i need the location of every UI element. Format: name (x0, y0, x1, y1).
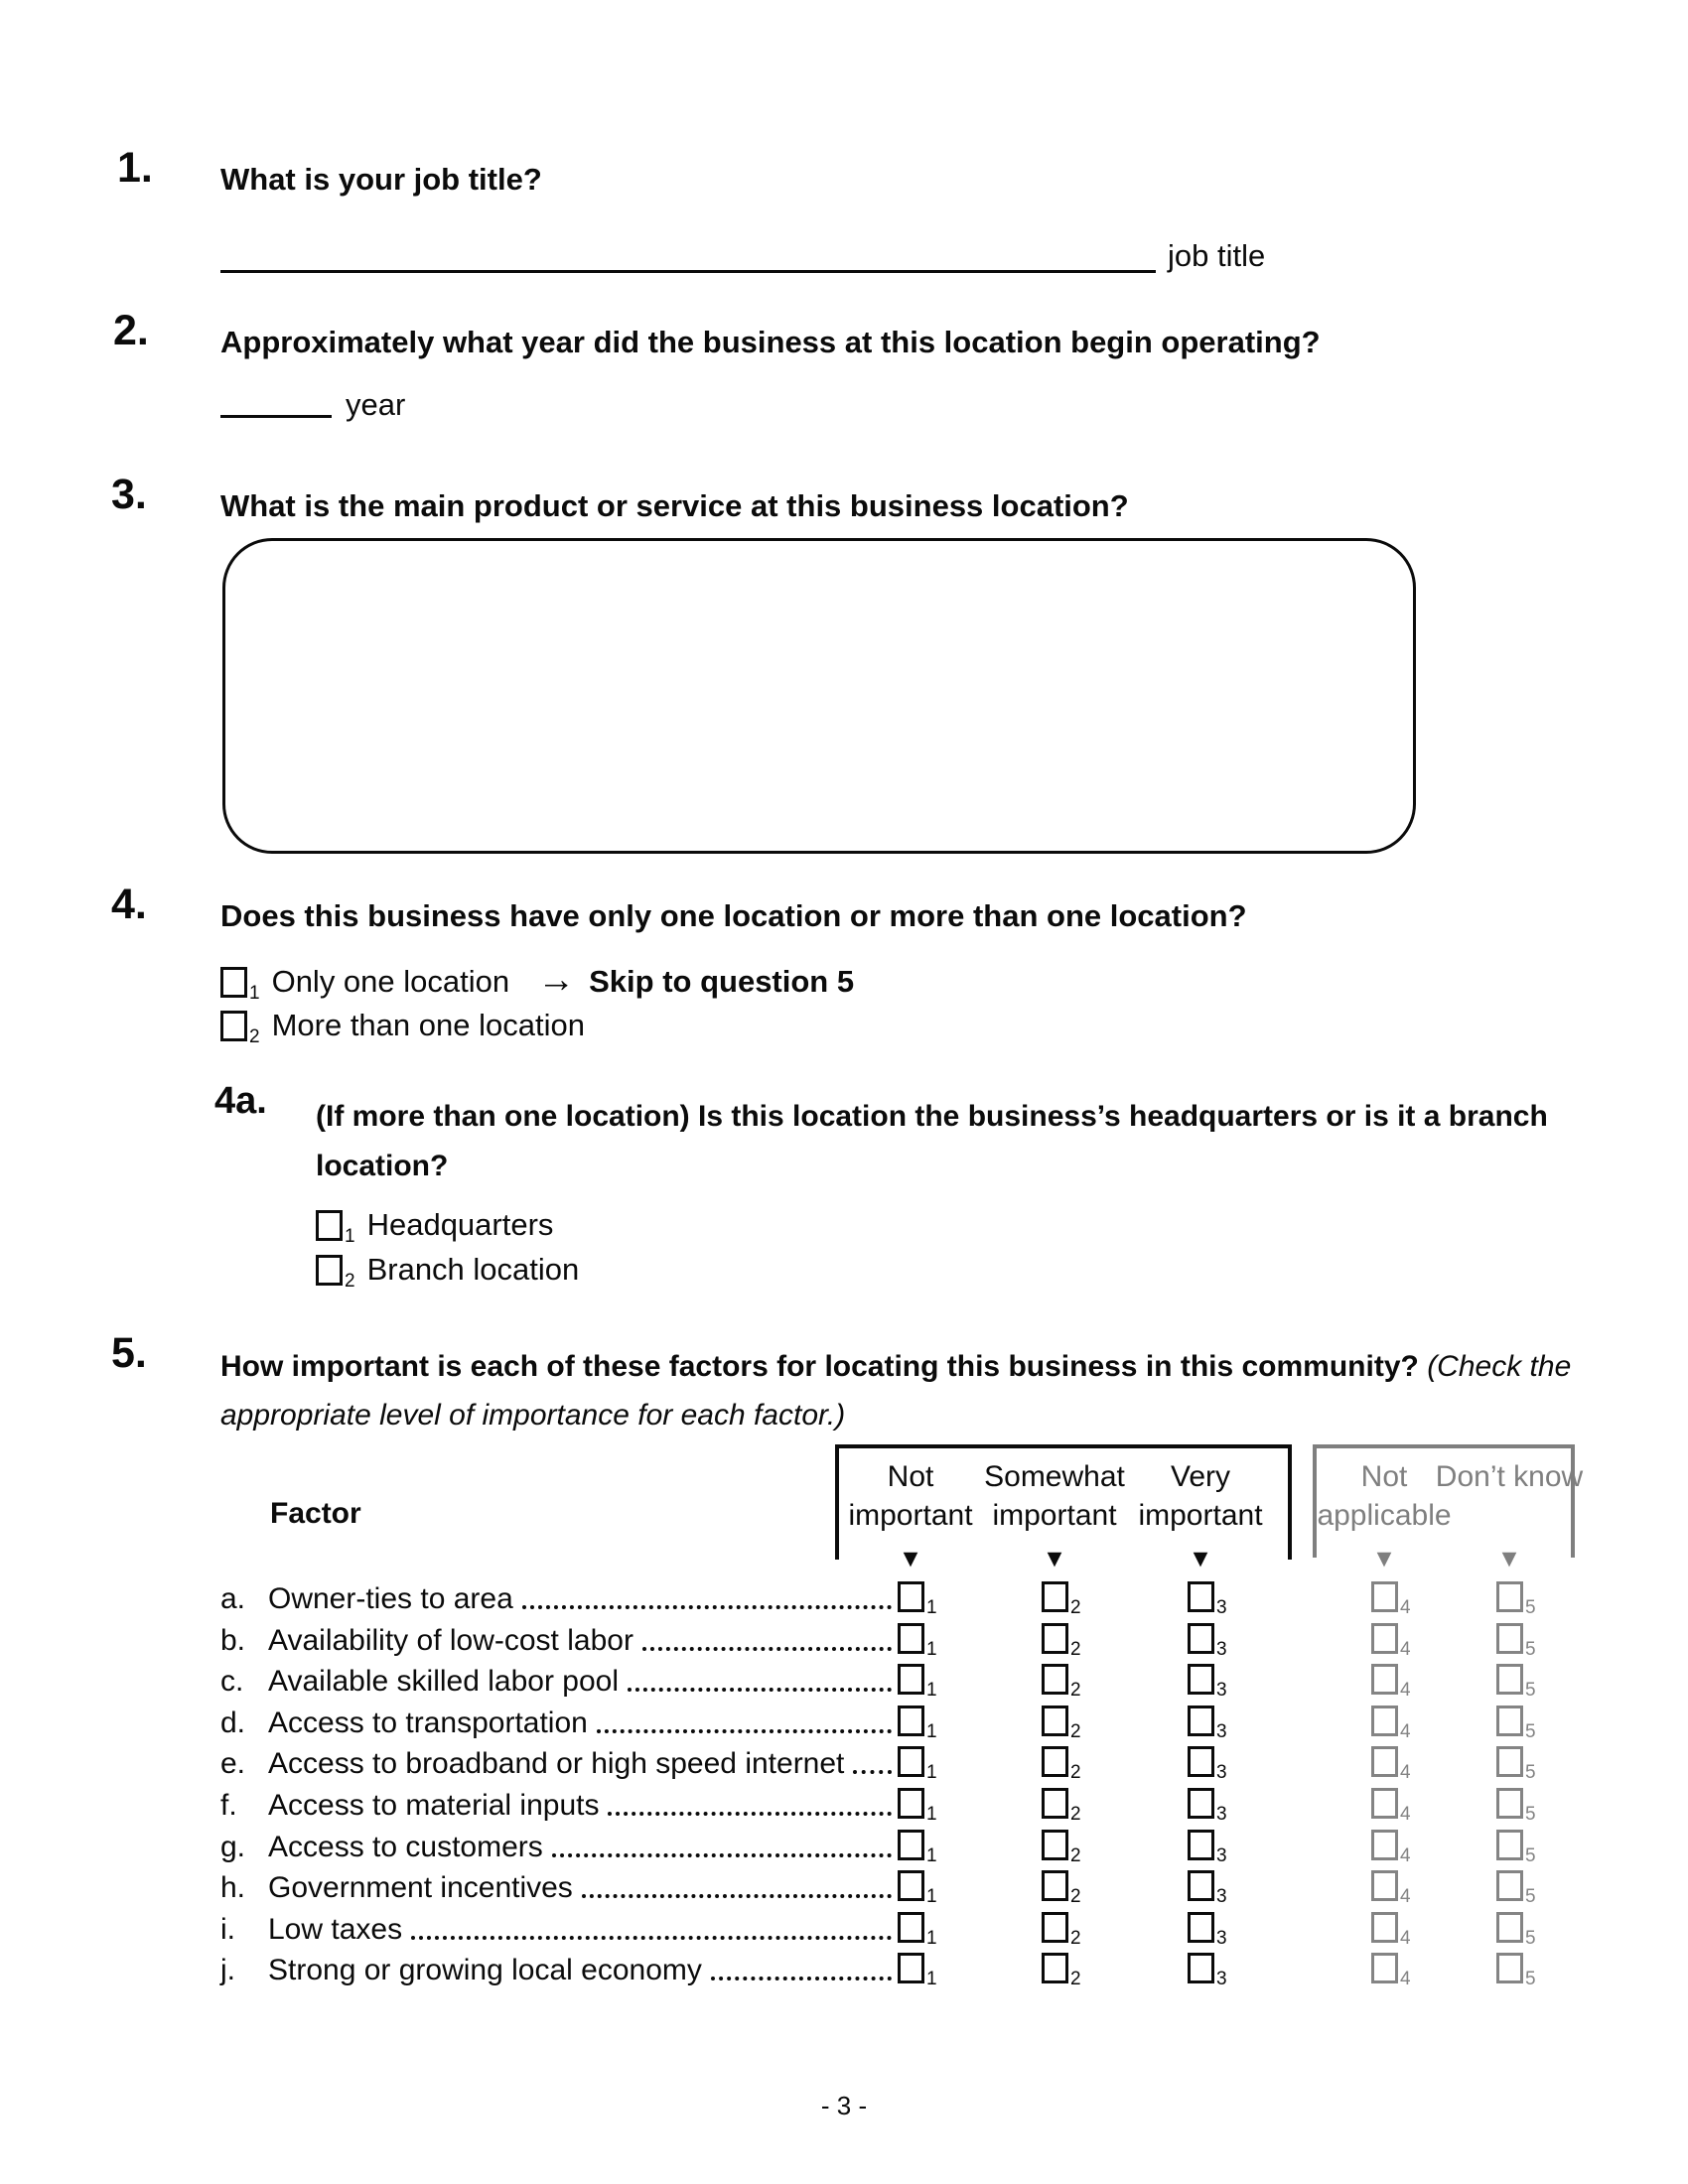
checkbox-square (1188, 1664, 1214, 1695)
checkbox-square (1371, 1912, 1398, 1943)
factor-row-i (220, 1908, 1551, 1950)
checkbox-square (1371, 1746, 1398, 1777)
factor-label: Owner-ties to area (268, 1582, 513, 1615)
checkbox-subscript: 3 (1216, 1969, 1227, 1990)
checkbox-square (1042, 1746, 1068, 1777)
factor-e-checkbox-3[interactable] (1188, 1746, 1227, 1784)
column-pointer-icon: ▼ (1496, 1545, 1522, 1572)
factor-cell (268, 1954, 896, 1987)
checkbox-square (316, 1210, 343, 1241)
checkbox-subscript: 1 (926, 1720, 937, 1742)
q4-more-than-one-location-checkbox[interactable] (220, 1011, 260, 1047)
factor-j-checkbox-3[interactable] (1188, 1953, 1227, 1990)
q4a-headquarters-checkbox[interactable] (316, 1210, 355, 1247)
checkbox-square (1371, 1664, 1398, 1695)
checkbox-square (1042, 1623, 1068, 1654)
checkbox-square (1042, 1581, 1068, 1612)
checkbox-square (1496, 1912, 1523, 1943)
factor-label: Availability of low-cost labor (268, 1623, 633, 1657)
factor-d-checkbox-4[interactable] (1371, 1706, 1411, 1742)
checkbox-square (220, 1011, 247, 1041)
factor-letter: d. (220, 1706, 246, 1739)
checkbox-square (1371, 1706, 1398, 1736)
factor-label: Access to material inputs (268, 1788, 600, 1822)
checkbox-subscript: 2 (1070, 1597, 1081, 1618)
factor-j-checkbox-2[interactable] (1042, 1953, 1081, 1990)
checkbox-subscript: 1 (926, 1638, 937, 1660)
checkbox-subscript: 4 (1400, 1803, 1411, 1825)
factor-j-checkbox-5[interactable] (1496, 1953, 1536, 1990)
factor-cell (268, 1706, 896, 1740)
option-label: Only one location (271, 964, 510, 999)
factor-b-checkbox-4[interactable] (1371, 1623, 1411, 1660)
q3-number: 3. (111, 471, 147, 518)
factor-letter: c. (220, 1665, 244, 1699)
q4a-number: 4a. (214, 1080, 267, 1122)
factor-g-checkbox-4[interactable] (1371, 1830, 1411, 1866)
factor-letter: a. (220, 1582, 246, 1615)
factor-label: Government incentives (268, 1871, 573, 1905)
extra-header-box (1313, 1444, 1584, 1558)
factor-h-checkbox-1[interactable] (898, 1870, 937, 1908)
checkbox-subscript: 2 (345, 1270, 355, 1292)
factor-cell (268, 1747, 896, 1781)
checkbox-square (1042, 1830, 1068, 1860)
q2-text: Approximately what year did the business at this location begin operating? (220, 325, 1321, 359)
checkbox-square (1188, 1623, 1214, 1654)
q1-text: What is your job title? (220, 162, 542, 197)
factor-row-d (220, 1702, 1551, 1743)
checkbox-square (1042, 1788, 1068, 1819)
factor-c-checkbox-3[interactable] (1188, 1664, 1227, 1702)
factor-letter: j. (220, 1954, 235, 1987)
checkbox-subscript: 1 (345, 1225, 355, 1247)
checkbox-square (898, 1912, 924, 1943)
q1-number: 1. (117, 144, 153, 192)
checkbox-subscript: 2 (1070, 1886, 1081, 1908)
checkbox-subscript: 1 (926, 1762, 937, 1784)
checkbox-square (1371, 1870, 1398, 1901)
factor-cell (268, 1789, 896, 1823)
header-very-important: Very important (1138, 1460, 1263, 1532)
factor-b-checkbox-2[interactable] (1042, 1623, 1081, 1660)
checkbox-subscript: 1 (926, 1597, 937, 1618)
factor-j-checkbox-4[interactable] (1371, 1953, 1411, 1990)
column-pointer-icon: ▼ (1188, 1545, 1213, 1572)
factor-row-j (220, 1949, 1551, 1990)
checkbox-square (1496, 1664, 1523, 1695)
q5-text (220, 1342, 1680, 1439)
checkbox-square (1042, 1870, 1068, 1901)
dotted-leader (597, 1729, 892, 1733)
q3-response-box[interactable] (222, 538, 1416, 854)
checkbox-subscript: 3 (1216, 1638, 1227, 1660)
checkbox-subscript: 2 (1070, 1720, 1081, 1742)
q5-question-text: How important is each of these factors for locating this business in this community? (220, 1350, 1419, 1383)
checkbox-subscript: 5 (1525, 1844, 1536, 1866)
checkbox-square (898, 1664, 924, 1695)
factor-b-checkbox-5[interactable] (1496, 1623, 1536, 1660)
checkbox-subscript: 5 (1525, 1720, 1536, 1742)
factor-cell (268, 1665, 896, 1699)
factor-a-checkbox-4[interactable] (1371, 1581, 1411, 1618)
checkbox-square (1188, 1830, 1214, 1860)
checkbox-square (898, 1746, 924, 1777)
factor-row-a (220, 1577, 1551, 1619)
checkbox-square (1188, 1788, 1214, 1819)
checkbox-square (1496, 1623, 1523, 1654)
factor-row-b (220, 1619, 1551, 1661)
factor-d-checkbox-2[interactable] (1042, 1706, 1081, 1742)
checkbox-square (1188, 1746, 1214, 1777)
checkbox-subscript: 1 (926, 1969, 937, 1990)
factor-cell (268, 1624, 896, 1658)
dotted-leader (642, 1647, 892, 1651)
checkbox-subscript: 4 (1400, 1844, 1411, 1866)
checkbox-subscript: 2 (1070, 1638, 1081, 1660)
checkbox-subscript: 3 (1216, 1597, 1227, 1618)
factor-e-checkbox-1[interactable] (898, 1746, 937, 1784)
header-somewhat-important: Somewhat important (984, 1460, 1125, 1532)
checkbox-subscript: 4 (1400, 1886, 1411, 1908)
checkbox-subscript: 5 (1525, 1680, 1536, 1702)
option-label: Headquarters (366, 1207, 554, 1242)
factor-column-header: Factor (270, 1497, 361, 1530)
checkbox-square (1496, 1830, 1523, 1860)
factor-label: Available skilled labor pool (268, 1665, 619, 1699)
checkbox-square (1188, 1953, 1214, 1983)
importance-header-box (835, 1444, 1292, 1560)
factor-f-checkbox-5[interactable] (1496, 1788, 1536, 1825)
checkbox-square (1188, 1706, 1214, 1736)
skip-arrow-icon: → (537, 959, 576, 1001)
factor-g-checkbox-2[interactable] (1042, 1830, 1081, 1866)
factor-f-checkbox-2[interactable] (1042, 1788, 1081, 1825)
checkbox-subscript: 3 (1216, 1803, 1227, 1825)
q3-text: What is the main product or service at this business location? (220, 488, 1129, 523)
factor-h-checkbox-2[interactable] (1042, 1870, 1081, 1908)
factor-letter: e. (220, 1747, 246, 1781)
checkbox-subscript: 2 (1070, 1680, 1081, 1702)
header-not-applicable: Not applicable (1317, 1460, 1452, 1532)
checkbox-subscript: 3 (1216, 1886, 1227, 1908)
q4a-option-headquarters (316, 1207, 554, 1247)
checkbox-subscript: 2 (1070, 1762, 1081, 1784)
checkbox-subscript: 1 (249, 982, 260, 1004)
factor-cell (268, 1871, 896, 1905)
checkbox-subscript: 2 (1070, 1803, 1081, 1825)
q4a-text: (If more than one location) Is this location the business’s headquarters or is it a branch location? (316, 1100, 1548, 1182)
checkbox-square (1371, 1581, 1398, 1612)
factor-c-checkbox-4[interactable] (1371, 1664, 1411, 1702)
q2-number: 2. (113, 307, 149, 354)
checkbox-square (220, 967, 247, 998)
q4-option-more-than-one-location (220, 1008, 585, 1047)
factor-row-f (220, 1784, 1551, 1826)
page-number: - 3 - (820, 2091, 868, 2120)
checkbox-square (1496, 1581, 1523, 1612)
q4-option-only-one-location (220, 959, 855, 1004)
year-blank[interactable] (220, 385, 332, 418)
checkbox-subscript: 2 (1070, 1844, 1081, 1866)
q5-number: 5. (111, 1329, 147, 1377)
factor-label: Low taxes (268, 1912, 403, 1946)
factor-a-checkbox-1[interactable] (898, 1581, 937, 1618)
factor-g-checkbox-3[interactable] (1188, 1830, 1227, 1866)
factor-i-checkbox-5[interactable] (1496, 1912, 1536, 1949)
factor-g-checkbox-5[interactable] (1496, 1830, 1536, 1866)
checkbox-square (1042, 1664, 1068, 1695)
factor-table-rows (220, 1577, 1551, 1990)
checkbox-subscript: 3 (1216, 1844, 1227, 1866)
checkbox-square (1188, 1581, 1214, 1612)
checkbox-square (898, 1581, 924, 1612)
factor-letter: g. (220, 1830, 246, 1863)
option-label: More than one location (271, 1008, 585, 1042)
factor-b-checkbox-3[interactable] (1188, 1623, 1227, 1660)
factor-a-checkbox-2[interactable] (1042, 1581, 1081, 1618)
checkbox-subscript: 2 (1070, 1969, 1081, 1990)
checkbox-subscript: 4 (1400, 1597, 1411, 1618)
factor-d-checkbox-5[interactable] (1496, 1706, 1536, 1742)
factor-i-checkbox-3[interactable] (1188, 1912, 1227, 1949)
checkbox-subscript: 5 (1525, 1803, 1536, 1825)
checkbox-square (1496, 1953, 1523, 1983)
checkbox-square (898, 1953, 924, 1983)
factor-e-checkbox-4[interactable] (1371, 1746, 1411, 1784)
factor-letter: i. (220, 1912, 235, 1946)
checkbox-square (1496, 1746, 1523, 1777)
dotted-leader (552, 1853, 892, 1857)
factor-cell (268, 1831, 896, 1864)
checkbox-square (1042, 1706, 1068, 1736)
factor-d-checkbox-1[interactable] (898, 1706, 937, 1742)
dotted-leader (628, 1688, 892, 1692)
factor-a-checkbox-3[interactable] (1188, 1581, 1227, 1618)
checkbox-square (316, 1255, 343, 1286)
header-dont-know: Don’t know (1435, 1460, 1584, 1493)
checkbox-square (1371, 1830, 1398, 1860)
checkbox-subscript: 5 (1525, 1927, 1536, 1949)
dotted-leader (711, 1977, 892, 1980)
factor-row-h (220, 1866, 1551, 1908)
checkbox-subscript: 5 (1525, 1762, 1536, 1784)
factor-letter: h. (220, 1871, 246, 1905)
factor-row-c (220, 1660, 1551, 1702)
checkbox-subscript: 4 (1400, 1762, 1411, 1784)
checkbox-subscript: 4 (1400, 1720, 1411, 1742)
column-pointer-icon: ▼ (1371, 1545, 1397, 1572)
dotted-leader (522, 1605, 892, 1609)
checkbox-subscript: 3 (1216, 1680, 1227, 1702)
factor-g-checkbox-1[interactable] (898, 1830, 937, 1866)
factor-e-checkbox-2[interactable] (1042, 1746, 1081, 1784)
factor-row-e (220, 1742, 1551, 1784)
checkbox-subscript: 5 (1525, 1638, 1536, 1660)
dotted-leader (853, 1770, 892, 1774)
checkbox-subscript: 3 (1216, 1762, 1227, 1784)
skip-note: Skip to question 5 (589, 964, 855, 999)
factor-i-checkbox-2[interactable] (1042, 1912, 1081, 1949)
factor-h-checkbox-5[interactable] (1496, 1870, 1536, 1908)
factor-a-checkbox-5[interactable] (1496, 1581, 1536, 1618)
job-title-blank[interactable] (220, 238, 1156, 273)
checkbox-square (898, 1830, 924, 1860)
factor-h-checkbox-4[interactable] (1371, 1870, 1411, 1908)
checkbox-square (898, 1623, 924, 1654)
checkbox-square (1371, 1788, 1398, 1819)
checkbox-square (898, 1788, 924, 1819)
factor-d-checkbox-3[interactable] (1188, 1706, 1227, 1742)
factor-label: Strong or growing local economy (268, 1954, 702, 1987)
factor-h-checkbox-3[interactable] (1188, 1870, 1227, 1908)
checkbox-subscript: 4 (1400, 1927, 1411, 1949)
checkbox-square (1371, 1953, 1398, 1983)
q4-text: Does this business have only one location or more than one location? (220, 898, 1247, 933)
factor-e-checkbox-5[interactable] (1496, 1746, 1536, 1784)
q5-instruction: (Check the appropriate level of importance for each factor.) (220, 1350, 1572, 1432)
checkbox-square (1496, 1870, 1523, 1901)
factor-row-g (220, 1826, 1551, 1867)
factor-f-checkbox-3[interactable] (1188, 1788, 1227, 1825)
dotted-leader (608, 1812, 892, 1816)
factor-b-checkbox-1[interactable] (898, 1623, 937, 1660)
checkbox-subscript: 2 (249, 1025, 260, 1047)
checkbox-square (1496, 1788, 1523, 1819)
header-not-important: Not important (848, 1460, 973, 1532)
factor-letter: b. (220, 1623, 246, 1657)
checkbox-subscript: 5 (1525, 1597, 1536, 1618)
checkbox-square (898, 1706, 924, 1736)
checkbox-subscript: 5 (1525, 1886, 1536, 1908)
checkbox-subscript: 1 (926, 1927, 937, 1949)
option-label: Branch location (366, 1252, 580, 1287)
dotted-leader (582, 1894, 892, 1898)
checkbox-square (1188, 1870, 1214, 1901)
q4-number: 4. (111, 881, 147, 928)
year-blank-label: year (346, 387, 406, 422)
column-pointer-icon: ▼ (1042, 1545, 1067, 1572)
q4a-branch-location-checkbox[interactable] (316, 1255, 355, 1292)
checkbox-subscript: 1 (926, 1844, 937, 1866)
checkbox-subscript: 4 (1400, 1680, 1411, 1702)
checkbox-square (1371, 1623, 1398, 1654)
q4a-option-branch-location (316, 1252, 580, 1292)
factor-i-checkbox-1[interactable] (898, 1912, 937, 1949)
checkbox-subscript: 4 (1400, 1969, 1411, 1990)
checkbox-subscript: 4 (1400, 1638, 1411, 1660)
column-pointer-icon: ▼ (898, 1545, 923, 1572)
checkbox-subscript: 2 (1070, 1927, 1081, 1949)
checkbox-square (1496, 1706, 1523, 1736)
checkbox-subscript: 1 (926, 1803, 937, 1825)
dotted-leader (411, 1936, 892, 1940)
checkbox-subscript: 1 (926, 1886, 937, 1908)
q4-only-one-location-checkbox[interactable] (220, 967, 260, 1004)
factor-cell (268, 1913, 896, 1947)
factor-cell (268, 1582, 896, 1616)
factor-letter: f. (220, 1788, 237, 1822)
factor-c-checkbox-2[interactable] (1042, 1664, 1081, 1702)
factor-c-checkbox-5[interactable] (1496, 1664, 1536, 1702)
job-title-blank-label: job title (1168, 238, 1266, 273)
checkbox-square (1042, 1912, 1068, 1943)
factor-label: Access to transportation (268, 1706, 588, 1739)
factor-f-checkbox-1[interactable] (898, 1788, 937, 1825)
checkbox-square (1188, 1912, 1214, 1943)
factor-label: Access to customers (268, 1830, 543, 1863)
checkbox-subscript: 3 (1216, 1720, 1227, 1742)
checkbox-subscript: 1 (926, 1680, 937, 1702)
factor-i-checkbox-4[interactable] (1371, 1912, 1411, 1949)
factor-c-checkbox-1[interactable] (898, 1664, 937, 1702)
checkbox-square (1042, 1953, 1068, 1983)
checkbox-subscript: 5 (1525, 1969, 1536, 1990)
checkbox-subscript: 3 (1216, 1927, 1227, 1949)
factor-f-checkbox-4[interactable] (1371, 1788, 1411, 1825)
factor-j-checkbox-1[interactable] (898, 1953, 937, 1990)
factor-label: Access to broadband or high speed internet (268, 1747, 845, 1781)
checkbox-square (898, 1870, 924, 1901)
